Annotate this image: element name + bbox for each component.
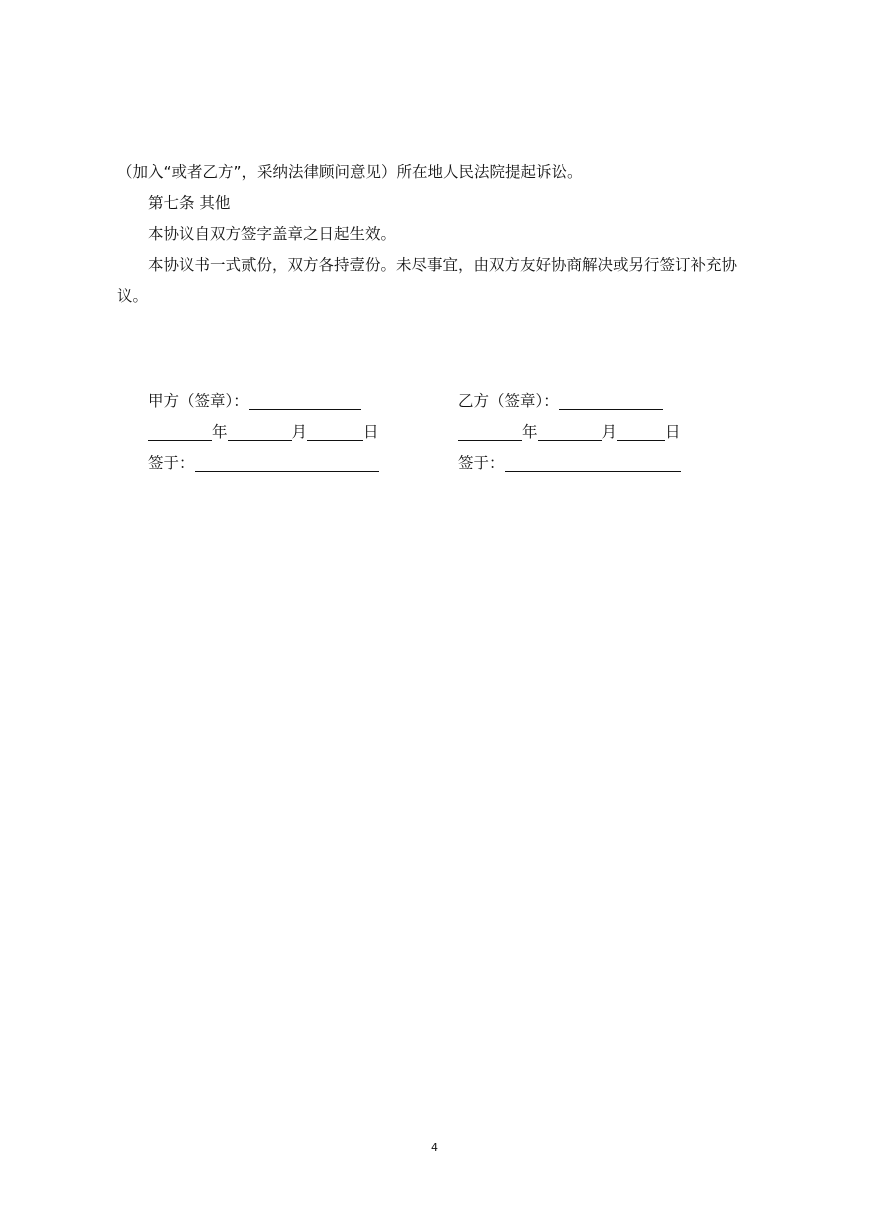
party-a-date-row	[148, 422, 379, 442]
party-b-year-label: 年	[522, 423, 538, 441]
party-a-month-blank	[228, 422, 292, 441]
party-a-place-row	[148, 453, 379, 473]
party-a-day-blank	[307, 422, 363, 441]
party-b-seal-blank	[559, 391, 663, 410]
party-a-seal-row	[148, 391, 361, 411]
party-b-seal-label: 乙方（签章）：	[458, 392, 559, 410]
party-b-place-row	[458, 453, 681, 473]
party-a-month-label: 月	[291, 423, 308, 441]
party-a-place-label: 签于：	[148, 454, 195, 472]
page-number: 4	[431, 1141, 438, 1154]
party-b-date-row	[458, 422, 681, 442]
body-line-4: 本协议书一式贰份，双方各持壹份。未尽事宜，由双方友好协商解决或另行签订补充协	[148, 256, 738, 274]
article-heading: 第七条 其他	[148, 194, 231, 212]
party-a-seal-blank	[249, 391, 361, 410]
party-b-place-blank	[505, 453, 681, 472]
party-b-day-blank	[617, 422, 665, 441]
body-line-3: 本协议自双方签字盖章之日起生效。	[148, 225, 397, 243]
party-b-month-label: 月	[601, 423, 618, 441]
party-a-seal-label: 甲方（签章）：	[148, 392, 249, 410]
body-line-5: 议。	[117, 287, 149, 305]
party-b-day-label: 日	[665, 423, 681, 441]
body-line-1: （加入“或者乙方”，采纳法律顾问意见）所在地人民法院提起诉讼。	[117, 163, 583, 181]
party-b-month-blank	[538, 422, 602, 441]
party-b-place-label: 签于：	[458, 454, 505, 472]
party-b-seal-row	[458, 391, 663, 411]
party-a-place-blank	[195, 453, 379, 472]
party-a-day-label: 日	[363, 423, 379, 441]
party-a-year-label: 年	[212, 423, 228, 441]
party-b-year-blank	[458, 422, 522, 441]
party-a-year-blank	[148, 422, 212, 441]
